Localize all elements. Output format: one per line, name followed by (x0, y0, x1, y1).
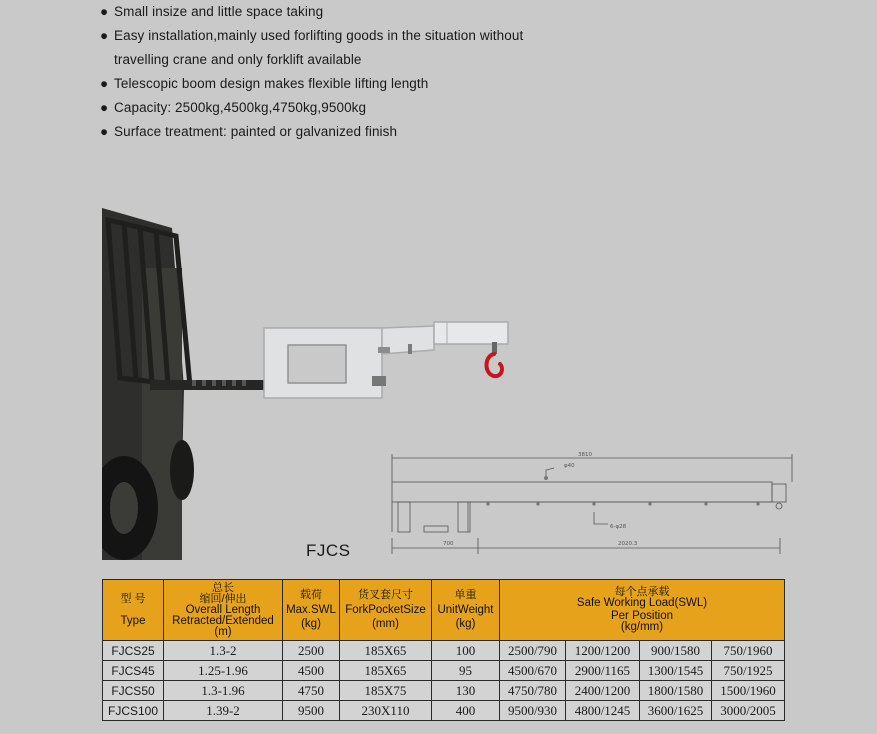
feature-item (100, 120, 620, 144)
cell-load: 1800/1580 (640, 681, 712, 701)
model-label: FJCS (306, 541, 351, 560)
cell-length: 1.39-2 (164, 701, 283, 721)
cell-length: 1.25-1.96 (164, 661, 283, 681)
dimension-hole: φ40 (564, 463, 575, 469)
feature-text: Surface treatment: painted or galvanized finish (114, 124, 398, 139)
cell-load: 1300/1545 (640, 661, 712, 681)
cell-weight: 100 (432, 641, 500, 661)
cell-weight: 400 (432, 701, 500, 721)
cell-pocket: 185X65 (340, 661, 432, 681)
header-pocket: 货叉套尺寸 ForkPocketSize (mm) (340, 580, 432, 641)
cell-type: FJCS45 (103, 661, 164, 681)
feature-text: Small insize and little space taking (114, 4, 324, 19)
bullet-icon: ● (100, 28, 109, 43)
cell-type: FJCS100 (103, 701, 164, 721)
cell-weight: 130 (432, 681, 500, 701)
feature-text: Telescopic boom design makes flexible lifting length (114, 76, 429, 91)
feature-text: Capacity: 2500kg,4500kg,4750kg,9500kg (114, 100, 367, 115)
table-row (103, 641, 785, 661)
dimension-total: 3810 (578, 452, 592, 458)
spec-table (102, 579, 785, 721)
header-weight: 单重 UnitWeight (kg) (432, 580, 500, 641)
table-row (103, 701, 785, 721)
cell-load: 750/1925 (712, 661, 785, 681)
cell-load: 2400/1200 (566, 681, 640, 701)
feature-text-continuation: travelling crane and only forklift available (114, 52, 362, 67)
table-row (103, 681, 785, 701)
cell-pocket: 185X65 (340, 641, 432, 661)
dimension-pins: 6-φ28 (610, 524, 627, 530)
header-length: 总长 缩回/伸出 Overall Length Retracted/Extended (m) (164, 580, 283, 641)
cell-load: 4800/1245 (566, 701, 640, 721)
technical-drawing (388, 448, 802, 566)
bullet-icon: ● (100, 124, 109, 139)
feature-text: Easy installation,mainly used forlifting goods in the situation without (114, 28, 524, 43)
cell-load: 2500/790 (500, 641, 566, 661)
cell-swl: 9500 (283, 701, 340, 721)
cell-weight: 95 (432, 661, 500, 681)
cell-swl: 2500 (283, 641, 340, 661)
cell-load: 3600/1625 (640, 701, 712, 721)
feature-item (100, 24, 620, 72)
cell-type: FJCS50 (103, 681, 164, 701)
cell-length: 1.3-1.96 (164, 681, 283, 701)
feature-item (100, 72, 620, 96)
dimension-left: 700 (443, 541, 454, 547)
feature-item (100, 96, 620, 120)
cell-load: 4750/780 (500, 681, 566, 701)
cell-load: 4500/670 (500, 661, 566, 681)
cell-load: 9500/930 (500, 701, 566, 721)
cell-type: FJCS25 (103, 641, 164, 661)
dimension-right: 2020.3 (618, 541, 638, 547)
feature-item (100, 0, 620, 24)
cell-load: 1200/1200 (566, 641, 640, 661)
cell-load: 1500/1960 (712, 681, 785, 701)
bullet-icon: ● (100, 4, 109, 19)
feature-list (100, 0, 620, 144)
cell-load: 2900/1165 (566, 661, 640, 681)
header-swl: 载荷 Max.SWL (kg) (283, 580, 340, 641)
cell-pocket: 230X110 (340, 701, 432, 721)
cell-swl: 4500 (283, 661, 340, 681)
table-header-row (103, 580, 785, 641)
bullet-icon: ● (100, 100, 109, 115)
cell-load: 900/1580 (640, 641, 712, 661)
bullet-icon: ● (100, 76, 109, 91)
cell-length: 1.3-2 (164, 641, 283, 661)
cell-pocket: 185X75 (340, 681, 432, 701)
cell-load: 3000/2005 (712, 701, 785, 721)
cell-swl: 4750 (283, 681, 340, 701)
header-load: 每个点承载 Safe Working Load(SWL) Per Position (kg/mm) (500, 580, 785, 641)
header-type: 型 号 Type (103, 580, 164, 641)
table-row (103, 661, 785, 681)
cell-load: 750/1960 (712, 641, 785, 661)
